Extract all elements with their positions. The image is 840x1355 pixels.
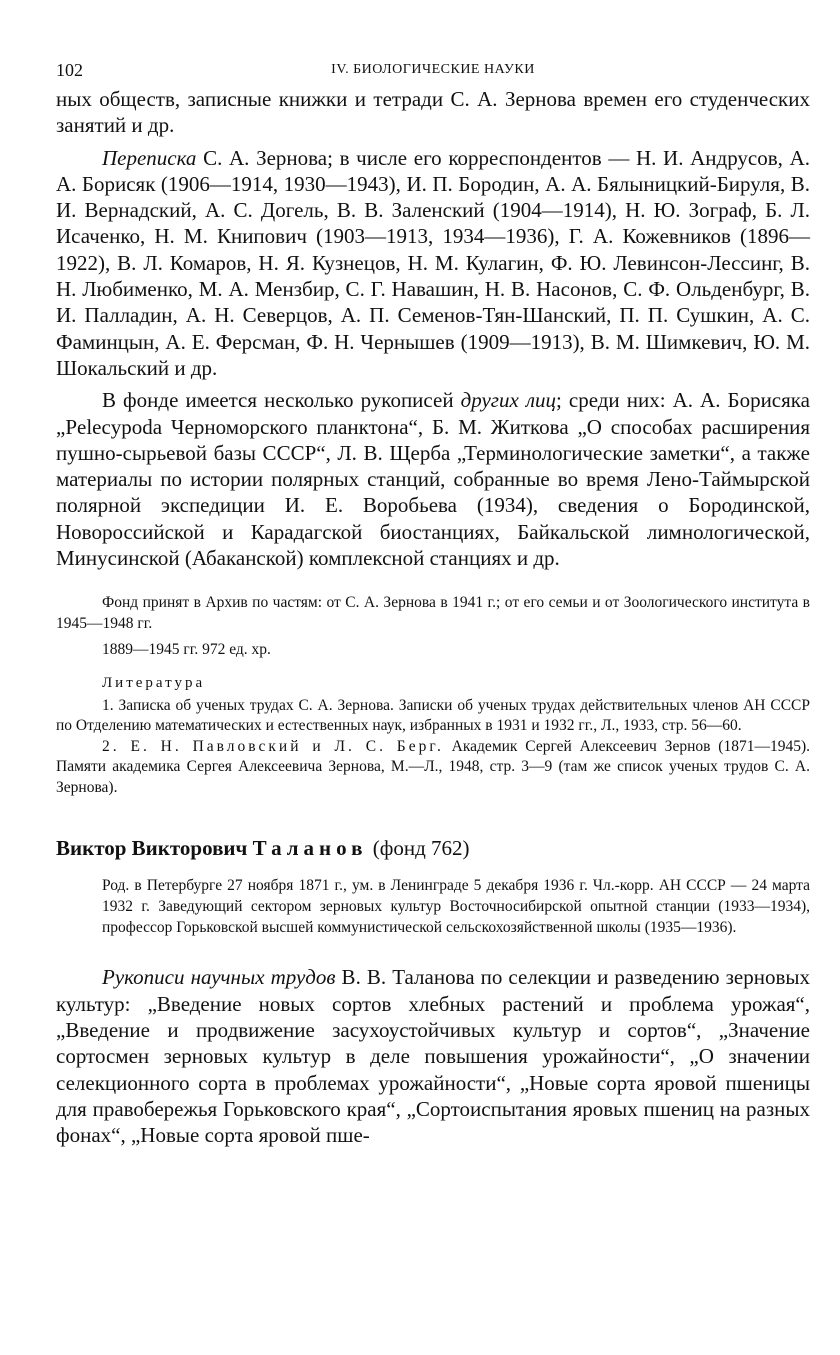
zernov-section-body (56, 86, 810, 571)
literature-authors: 2. Е. Н. Павловский и Л. С. Берг. (102, 737, 444, 755)
paragraph-continuation: ных обществ, записные книжки и тетради С. А. Зернова времен его студенческих занятий и др. (56, 87, 810, 138)
literature-list (56, 696, 810, 799)
paragraph-correspondence (56, 145, 810, 382)
page-number: 102 (56, 60, 83, 80)
bio-text: Род. в Петербурге 27 ноября 1871 г., ум. в Ленинграде 5 декабря 1936 г. Чл.-корр. АН СССР — 24 марта 1932 г. Заведующий сектором зерновых культур Восточносибирской опытной станции (1933—1934), профессор Горьковской высшей коммунистической сельскохозяйственной школы (1935—1936). (102, 877, 810, 937)
manuscripts-lead: Рукописи научных трудов (102, 965, 336, 990)
person-surname: Таланов (252, 836, 368, 861)
note-range: 1889—1945 гг. 972 ед. хр. (102, 641, 271, 659)
person-name: Виктор Викторович (56, 836, 248, 861)
literature-item (56, 737, 810, 799)
paragraph-manuscripts (56, 964, 810, 1148)
correspondence-lead: Переписка (102, 145, 197, 170)
paragraph-other-manuscripts (56, 387, 810, 571)
page-header (56, 56, 810, 86)
literature-item: 1. Записка об ученых трудах С. А. Зернова. Записки об ученых трудах действительных членов АН СССР по Отделению математических и естественных наук, избранных в 1931 и 1932 гг., Л., 1933, стр. 56—60. (56, 696, 810, 735)
note-accepted: Фонд принят в Архив по частям: от С. А. Зернова в 1941 г.; от его семьи и от Зоологического института в 1945—1948 гг. (56, 594, 810, 632)
talanov-bio (102, 875, 810, 938)
running-head: IV. БИОЛОГИЧЕСКИЕ НАУКИ (331, 62, 535, 77)
other-manuscripts-pre: В фонде имеется несколько рукописей (102, 388, 461, 413)
other-manuscripts-text: ; среди них: А. А. Борисяка „Pelecypoda Черноморского планктона“, Б. М. Житкова „О способах расширения пушно-сырьевой базы СССР“, Л. В. Щерба „Терминологические заметки“, а также материалы по истории полярных станций, собранные во время Лено-Таймырской полярной экспедиции И. Е. Воробьева (1934), сведения о Бородинской, Новороссийской и Карадагской биостанциях, Байкальской лимнологической, Минусинской (Абаканской) комплексной станциях и др. (56, 388, 810, 571)
correspondence-text: С. А. Зернова; в числе его корреспондентов — Н. И. Андрусов, А. А. Борисяк (1906—1914, 1930—1943), И. П. Бородин, А. А. Бялыницкий-Бируля, В. И. Вернадский, А. С. Догель, В. В. Заленский (1904—1914), Н. Ю. Зограф, Б. Л. Исаченко, Н. М. Книпович (1903—1913, 1934—1936), Г. А. Кожевников (1896—1922), В. Л. Комаров, Н. Я. Кузнецов, Н. М. Кулагин, Ф. Ю. Левинсон-Лессинг, В. Н. Любименко, М. А. Мензбир, С. Г. Навашин, Н. В. Насонов, С. Ф. Ольденбург, В. И. Палладин, А. Н. Северцов, А. П. Семенов-Тян-Шанский, П. П. Сушкин, А. С. Фаминцын, А. Е. Ферсман, Ф. Н. Чернышев (1909—1913), В. М. Шимкевич, Ю. М. Шокальский и др. (56, 145, 810, 380)
section-title-talanov (56, 836, 810, 861)
other-manuscripts-em: других лиц (460, 388, 556, 413)
fond-number: (фонд 762) (372, 836, 470, 861)
literature-text: Академик Сергей Алексеевич Зернов (1871—1945). Памяти академика Сергея Алексеевича Зернова, М.—Л., 1948, стр. 3—9 (там же список ученых трудов С. А. Зернова). (56, 737, 810, 796)
manuscripts-text: В. В. Таланова по селекции и разведению зерновых культур: „Введение новых сортов хлебных растений и проблема урожая“, „Введение и продвижение засухоустойчивых культур и сортов“, „Значение сортосмен зерновых культур в деле повышения урожайности“, „О значении селекционного сорта в проблемах урожайности“, „Новые сорта яровой пшеницы для правобережья Горьковского края“, „Сортоиспытания яровых пшениц на разных фонах“, „Новые сорта яровой пше- (56, 965, 811, 1148)
talanov-section-body (56, 964, 810, 1148)
fond-notes (56, 593, 810, 661)
literature-heading: Литература (102, 674, 206, 691)
